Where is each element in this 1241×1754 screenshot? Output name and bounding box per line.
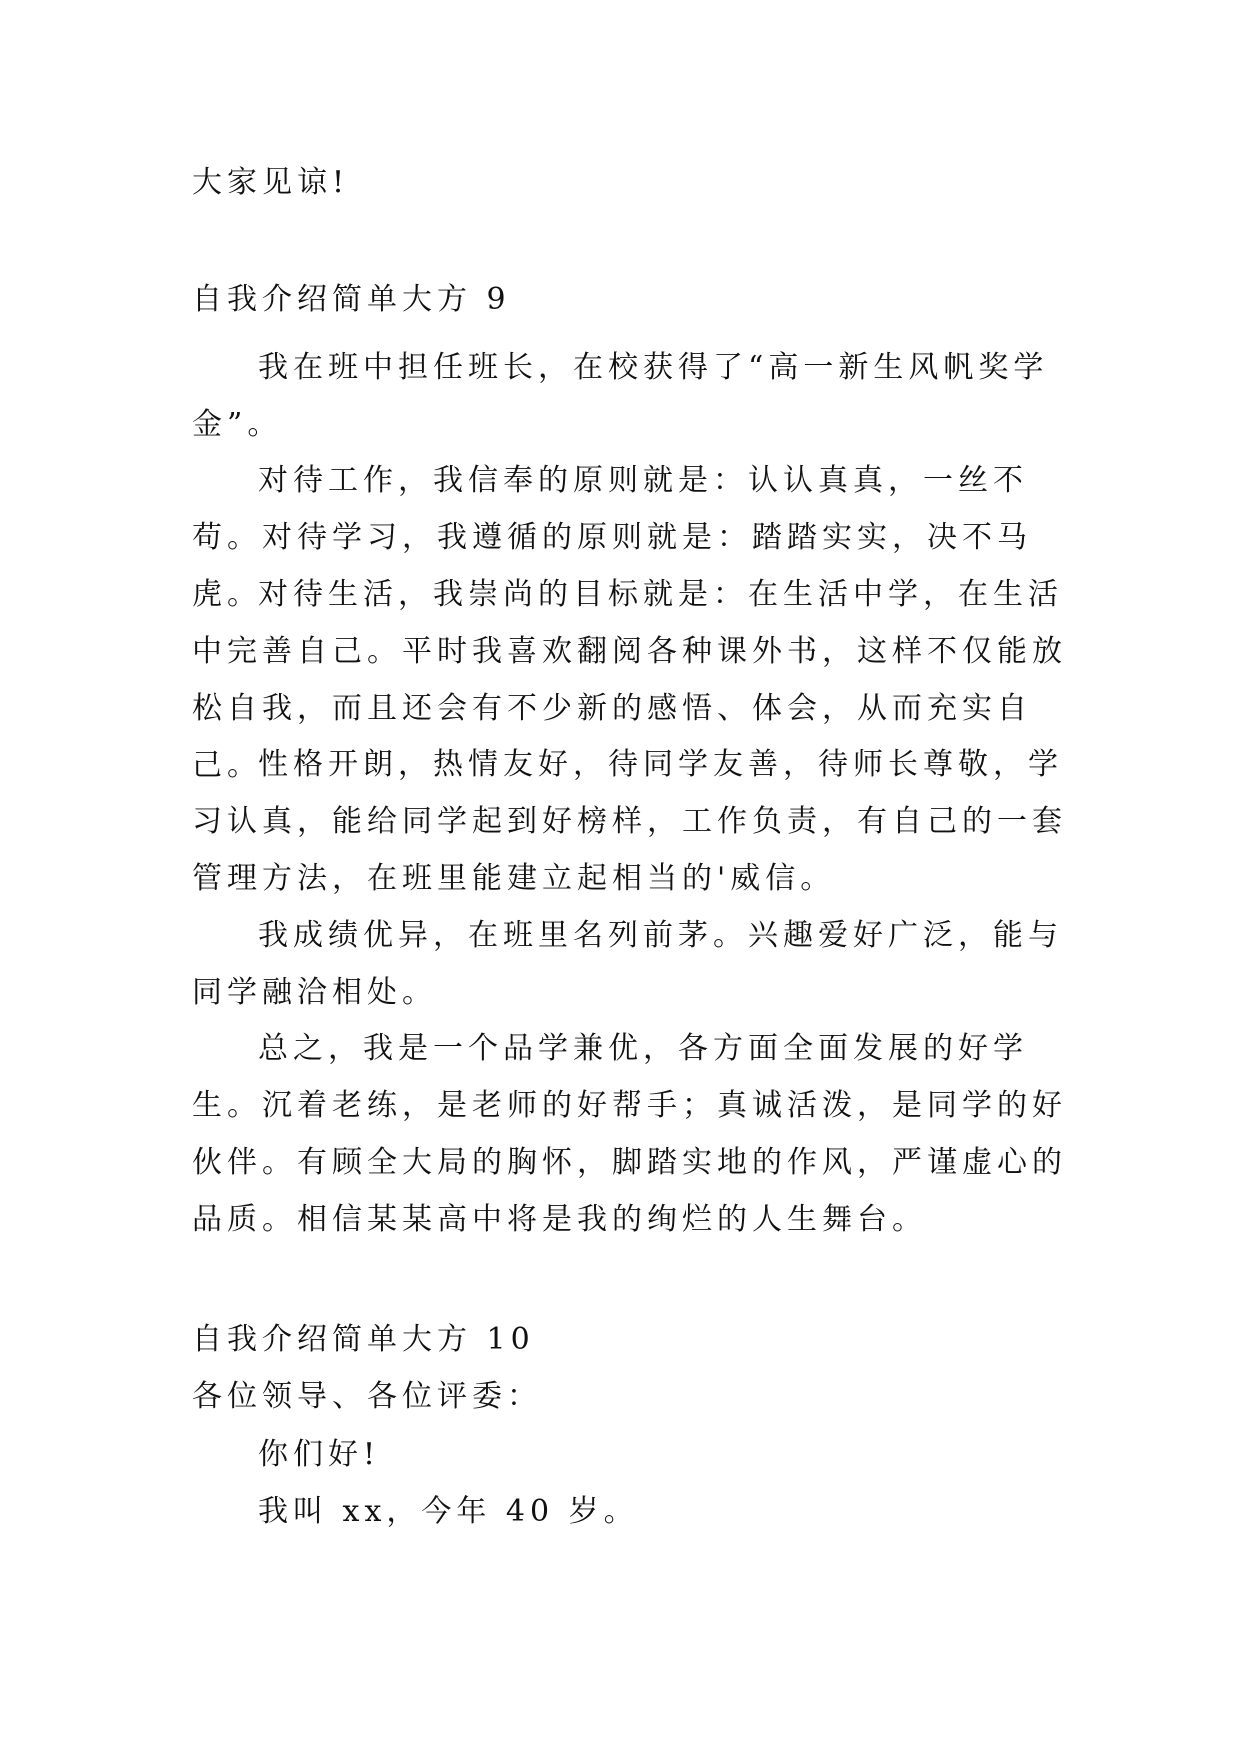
paragraph: 对待生活，我崇尚的目标就是：在生活中学，在生活中完善自己。平时我喜欢翻阅各种课外书，这样不仅能放松自我，而且还会有不少新的感悟、体会，从而充实自己。 [192,577,1067,783]
paragraph: 我成绩优异，在班里名列前茅。兴趣爱好广泛，能与同学融洽相处。 [192,918,1063,1010]
greeting-line: 你们好! [258,1437,381,1472]
closing-line: 大家见谅! [192,165,350,200]
section-heading-10: 自我介绍简单大方 10 [192,1322,535,1357]
section-heading-9: 自我介绍简单大方 9 [192,282,511,317]
paragraph: 对待工作，我信奉的原则就是：认认真真，一丝不苟。对待学习，我遵循的原则就是：踏踏实实，决不马虎。 [192,463,1032,612]
paragraph: 总之，我是一个品学兼优，各方面全面发展的好学生。沉着老练，是老师的好帮手；真诚活泼，是同学的好伙伴。有顾全大局的胸怀，脚踏实地的作风，严谨虚心的品质。相信某某高中将是我的绚烂的人生舞台。 [192,1031,1067,1237]
paragraph: 我在班中担任班长，在校获得了“高一新生风帆奖学金”。 [192,350,1049,442]
intro-line: 我叫 xx，今年 40 岁。 [258,1494,639,1529]
salutation: 各位领导、各位评委： [192,1379,542,1414]
paragraph: 性格开朗，热情友好，待同学友善，待师长尊敬，学习认真，能给同学起到好榜样，工作负责，有自己的一套管理方法，在班里能建立起相当的'威信。 [192,747,1067,896]
